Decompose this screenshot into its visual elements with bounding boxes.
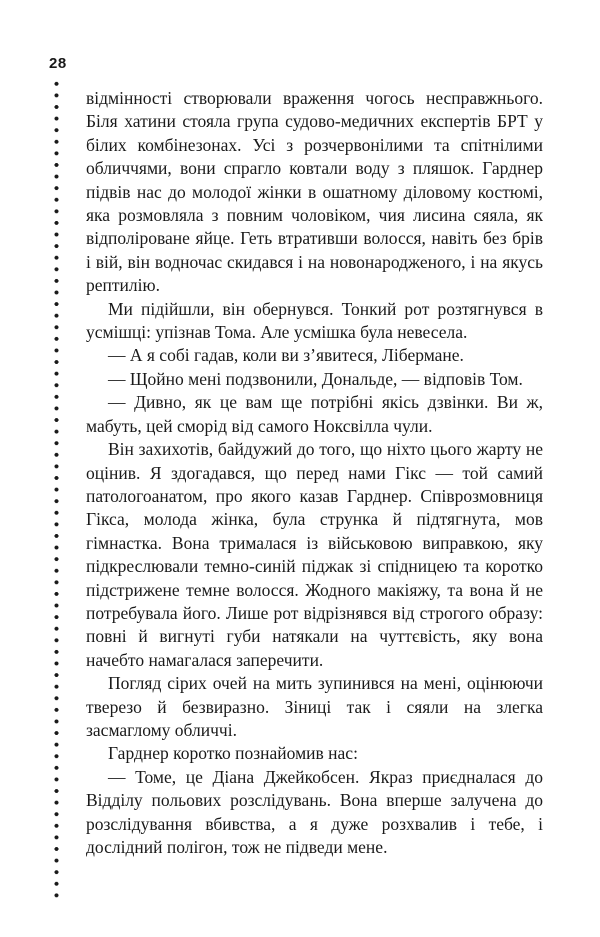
- page-number: 28: [49, 55, 67, 72]
- paragraph: — Томе, це Діана Джейкобсен. Якраз приєдналася до Відділу польових розслідувань. Вона вперше залучена до розслідування вбивства, а я дуже розхвалив і тебе, і дослідний полігон, тож не підведи мене.: [86, 766, 543, 857]
- paragraph: відмінності створювали враження чогось несправжнього. Біля хатини стояла група судово-медичних експертів БРТ у білих комбінезонах. Усі з розчервонілими та спітнілими обличчями, вони спрагло ковтали воду з пляшок. Гарднер підвів нас до молодої жінки в ошатному діловому костюмі, яка розмовляла з повним чоловіком, чия лисина сяяла, як відполіроване яйце. Геть втративши волосся, навіть без брів і вій, він водночас скидався і на новонародженого, і на якусь рептилію.: [86, 88, 543, 296]
- paragraph: — А я собі гадав, коли ви з’явитеся, Лібермане.: [108, 345, 464, 366]
- paragraph: — Дивно, як це вам ще потрібні якісь дзвінки. Ви ж, мабуть, цей сморід від самого Ноксвілла чули.: [86, 392, 543, 436]
- paragraph: Ми підійшли, він обернувся. Тонкий рот розтягнувся в усмішці: упізнав Тома. Але усмішка була невесела.: [86, 298, 543, 343]
- paragraph: Він захихотів, байдужий до того, що ніхто цього жарту не оцінив. Я здогадався, що перед нами Гікс — той самий патологоанатом, про якого казав Гарднер. Співрозмовниця Гікса, молода жінка, була струнка й підтягнута, мов гімнастка. Вона трималася із військовою виправкою, яку підкреслювали темно-синій піджак зі спідницею та коротко підстрижене темне волосся. Жодного макіяжу, та вона й не потребувала його. Лише рот відрізнявся від строгого образу: повні й вигнуті губи натякали на чуттєвість, яку вона начебто намагалася заперечити.: [86, 439, 543, 670]
- paragraph: — Щойно мені подзвонили, Дональде, — відповів Том.: [108, 368, 523, 389]
- dotted-margin-rule: [54, 78, 59, 898]
- paragraph: Гарднер коротко познайомив нас:: [108, 743, 358, 764]
- paragraph: Погляд сірих очей на мить зупинився на мені, оцінюючи тверезо й безвиразно. Зіниці так і сяяли на злегка засмаглому обличчі.: [86, 673, 543, 740]
- body-text: [86, 87, 543, 859]
